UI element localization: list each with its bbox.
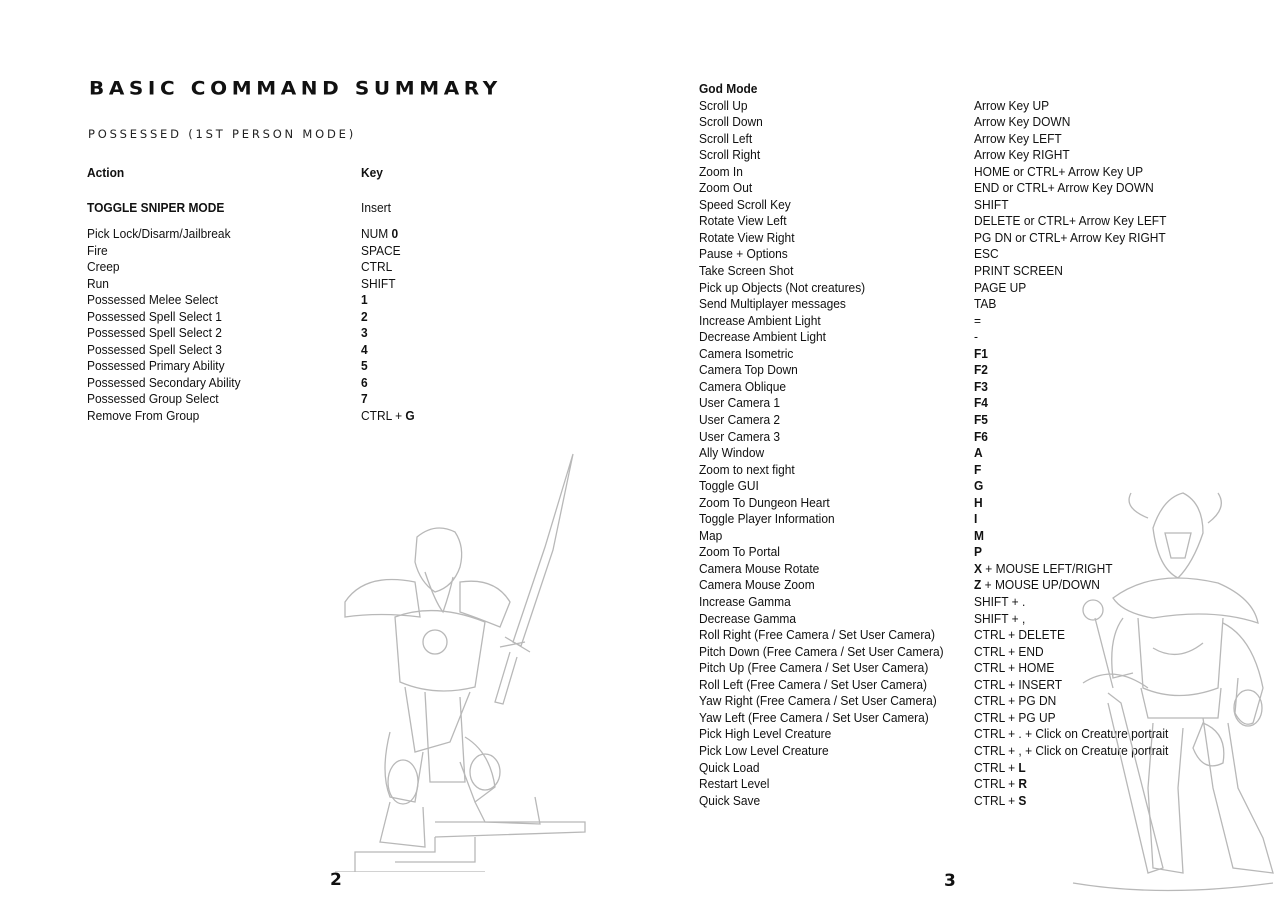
key-text: CTRL + (974, 759, 1019, 775)
command-key (974, 98, 1049, 115)
key-text: SHIFT + . (974, 594, 1026, 609)
command-action: Yaw Left (Free Camera / Set User Camera) (699, 709, 929, 725)
key-bold: 0 (391, 226, 399, 241)
command-key (974, 280, 1026, 297)
key-text: CTRL + (974, 776, 1019, 792)
command-key (974, 611, 1025, 628)
command-action: Pick up Objects (Not creatures) (699, 279, 866, 295)
command-action: Increase Ambient Light (699, 312, 821, 328)
command-key (974, 677, 1062, 694)
key-bold: F6 (974, 428, 988, 444)
command-action: Take Screen Shot (699, 263, 794, 278)
command-key (974, 760, 1026, 777)
key-text: Arrow Key RIGHT (974, 147, 1070, 163)
command-key (974, 793, 1026, 810)
command-action: Pick Low Level Creature (699, 742, 829, 758)
command-key (974, 131, 1062, 148)
command-action: Pitch Down (Free Camera / Set User Camera) (699, 643, 944, 659)
command-key (974, 710, 1056, 727)
command-key (361, 325, 368, 342)
key-text: DELETE or CTRL+ Arrow Key LEFT (974, 213, 1167, 229)
command-key (974, 776, 1027, 793)
command-action: Decrease Ambient Light (699, 329, 826, 345)
key-bold: 7 (361, 391, 368, 406)
page-number: 3 (944, 871, 956, 891)
command-action: Scroll Right (699, 147, 761, 163)
key-text: Arrow Key DOWN (974, 114, 1071, 130)
command-action: Zoom In (699, 163, 743, 179)
command-key (974, 594, 1025, 611)
key-bold: 5 (361, 358, 368, 373)
key-bold: F (974, 461, 982, 477)
key-bold-tail: L (1018, 759, 1026, 775)
key-text: CTRL + PG UP (974, 709, 1056, 725)
command-action: Zoom To Dungeon Heart (699, 494, 830, 510)
command-action: Ally Window (699, 445, 765, 461)
key-text: CTRL + DELETE (974, 627, 1065, 643)
key-text: - (974, 329, 978, 345)
command-key (361, 358, 368, 375)
command-action: Decrease Gamma (699, 610, 797, 626)
command-action: Remove From Group (87, 407, 200, 423)
key-bold-tail: R (1018, 776, 1028, 792)
command-key (974, 147, 1070, 164)
command-key (974, 660, 1054, 677)
command-key (361, 408, 415, 425)
command-key (974, 693, 1056, 710)
key-text: Arrow Key LEFT (974, 130, 1062, 146)
command-action: Send Multiplayer messages (699, 296, 846, 312)
command-key (361, 259, 392, 276)
command-action: Zoom To Portal (699, 544, 780, 560)
command-key (361, 391, 368, 408)
command-key (974, 180, 1154, 197)
command-key (974, 462, 981, 479)
command-key (974, 213, 1166, 230)
command-action: Rotate View Left (699, 213, 787, 229)
command-key (974, 395, 988, 412)
command-action: Pick Lock/Disarm/Jailbreak (87, 226, 231, 241)
command-action: Rotate View Right (699, 229, 795, 245)
command-key (974, 114, 1070, 131)
key-text: CTRL + PG DN (974, 693, 1057, 709)
key-bold: P (974, 544, 982, 560)
key-text: CTRL (361, 259, 393, 274)
command-key (974, 429, 988, 446)
key-bold: F1 (974, 345, 988, 361)
command-action: Toggle GUI (699, 478, 759, 494)
key-text: SHIFT (361, 275, 396, 291)
key-text: CTRL + , + Click on Creature portrait (974, 742, 1169, 758)
key-bold: 1 (361, 292, 368, 307)
command-key (974, 445, 983, 462)
key-bold: 4 (361, 341, 368, 357)
command-key (974, 528, 984, 545)
command-action: Zoom to next fight (699, 461, 795, 477)
right-page (643, 0, 1286, 909)
command-key (974, 412, 988, 429)
column-header-key: Key (361, 165, 383, 180)
command-action: Map (699, 527, 723, 543)
key-text: HOME or CTRL+ Arrow Key UP (974, 163, 1144, 179)
command-action: Possessed Primary Ability (87, 358, 225, 373)
key-text: SHIFT + , (974, 610, 1026, 626)
page-number: 2 (330, 870, 342, 890)
command-key (974, 495, 983, 512)
key-bold: 2 (361, 308, 368, 324)
key-text: SHIFT (974, 196, 1009, 212)
command-action: Yaw Right (Free Camera / Set User Camera) (699, 693, 937, 709)
command-key (974, 313, 981, 330)
command-key (974, 644, 1044, 661)
command-key (974, 362, 988, 379)
command-key (361, 292, 368, 309)
key-bold: F4 (974, 395, 988, 411)
command-key (361, 226, 398, 243)
key-bold: 6 (361, 374, 368, 390)
command-key (974, 346, 988, 363)
key-text: CTRL + . + Click on Creature portrait (974, 726, 1169, 742)
command-action: Run (87, 275, 109, 291)
command-key (361, 243, 401, 260)
key-text: TAB (974, 296, 997, 312)
key-bold: Z (974, 577, 982, 593)
column-header-action: Action (87, 165, 125, 180)
key-bold: F2 (974, 362, 988, 378)
command-action: Quick Save (699, 792, 761, 808)
key-text: CTRL + (361, 407, 406, 423)
command-action: Scroll Left (699, 130, 753, 146)
command-action: Fire (87, 242, 108, 258)
warrior-sketch-illustration (1053, 488, 1283, 893)
highlight-key: Insert (361, 200, 391, 215)
key-text: + MOUSE LEFT/RIGHT (981, 560, 1113, 576)
command-action: Zoom Out (699, 180, 753, 196)
command-action: Pick High Level Creature (699, 726, 832, 742)
command-action: Pause + Options (699, 246, 788, 262)
key-text: + MOUSE UP/DOWN (981, 577, 1100, 593)
key-text: PAGE UP (974, 279, 1027, 295)
key-text: PRINT SCREEN (974, 263, 1063, 278)
command-key (974, 329, 978, 346)
command-action: Creep (87, 259, 120, 274)
knight-sketch-illustration (335, 452, 590, 872)
key-bold: I (974, 511, 978, 527)
key-bold: A (974, 445, 983, 461)
command-key (974, 296, 996, 313)
command-key (974, 246, 999, 263)
command-key (361, 375, 368, 392)
page-title: BASIC COMMAND SUMMARY (89, 76, 502, 100)
command-action: Possessed Melee Select (87, 292, 218, 307)
command-action: Camera Mouse Rotate (699, 560, 820, 576)
key-text: CTRL + END (974, 643, 1044, 659)
key-bold: X (974, 560, 982, 576)
command-key (974, 379, 988, 396)
command-action: Speed Scroll Key (699, 196, 791, 212)
command-key (361, 309, 368, 326)
command-action: Possessed Spell Select 1 (87, 308, 222, 324)
command-action: Toggle Player Information (699, 511, 835, 527)
section-subtitle: POSSESSED (1ST PERSON MODE) (88, 127, 356, 141)
key-text: END or CTRL+ Arrow Key DOWN (974, 180, 1154, 196)
key-text: CTRL + (974, 792, 1019, 808)
command-key (974, 511, 977, 528)
key-bold: F5 (974, 411, 988, 427)
command-action: Roll Left (Free Camera / Set User Camera) (699, 676, 927, 692)
key-bold-tail: S (1018, 792, 1027, 808)
section-title-god-mode: God Mode (699, 81, 758, 96)
command-key (974, 230, 1166, 247)
key-bold: 3 (361, 325, 368, 340)
key-bold: G (405, 407, 415, 423)
command-action: Possessed Secondary Ability (87, 374, 241, 390)
key-bold: G (974, 478, 984, 494)
command-action: User Camera 1 (699, 395, 781, 411)
command-action: Camera Isometric (699, 345, 794, 361)
command-action: User Camera 3 (699, 428, 781, 444)
command-key (974, 197, 1009, 214)
command-key (974, 478, 983, 495)
key-text: = (974, 312, 981, 328)
command-key (361, 342, 368, 359)
key-text: CTRL + INSERT (974, 676, 1063, 692)
command-action: User Camera 2 (699, 411, 781, 427)
key-text: SPACE (361, 242, 401, 258)
key-bold: M (974, 527, 984, 543)
command-key (361, 276, 396, 293)
command-key (974, 263, 1063, 280)
command-action: Increase Gamma (699, 594, 791, 609)
command-key (974, 627, 1065, 644)
command-action: Roll Right (Free Camera / Set User Camera) (699, 627, 935, 643)
command-action: Quick Load (699, 759, 760, 775)
command-action: Pitch Up (Free Camera / Set User Camera) (699, 660, 929, 676)
key-text: CTRL + HOME (974, 660, 1055, 676)
command-action: Restart Level (699, 776, 770, 792)
command-action: Camera Oblique (699, 378, 787, 394)
command-action: Possessed Spell Select 3 (87, 341, 222, 357)
command-action: Possessed Spell Select 2 (87, 325, 222, 340)
key-text: NUM (361, 226, 392, 241)
key-bold: F3 (974, 378, 988, 394)
command-action: Camera Mouse Zoom (699, 577, 815, 593)
command-key (974, 164, 1143, 181)
command-action: Scroll Up (699, 97, 748, 113)
key-bold: H (974, 494, 983, 510)
command-action: Possessed Group Select (87, 391, 219, 406)
key-text: PG DN or CTRL+ Arrow Key RIGHT (974, 229, 1166, 245)
key-text: ESC (974, 246, 999, 262)
command-action: Camera Top Down (699, 362, 798, 378)
key-text: Arrow Key UP (974, 97, 1050, 113)
highlight-action: TOGGLE SNIPER MODE (87, 200, 225, 215)
command-action: Scroll Down (699, 114, 763, 130)
command-key (974, 544, 982, 561)
